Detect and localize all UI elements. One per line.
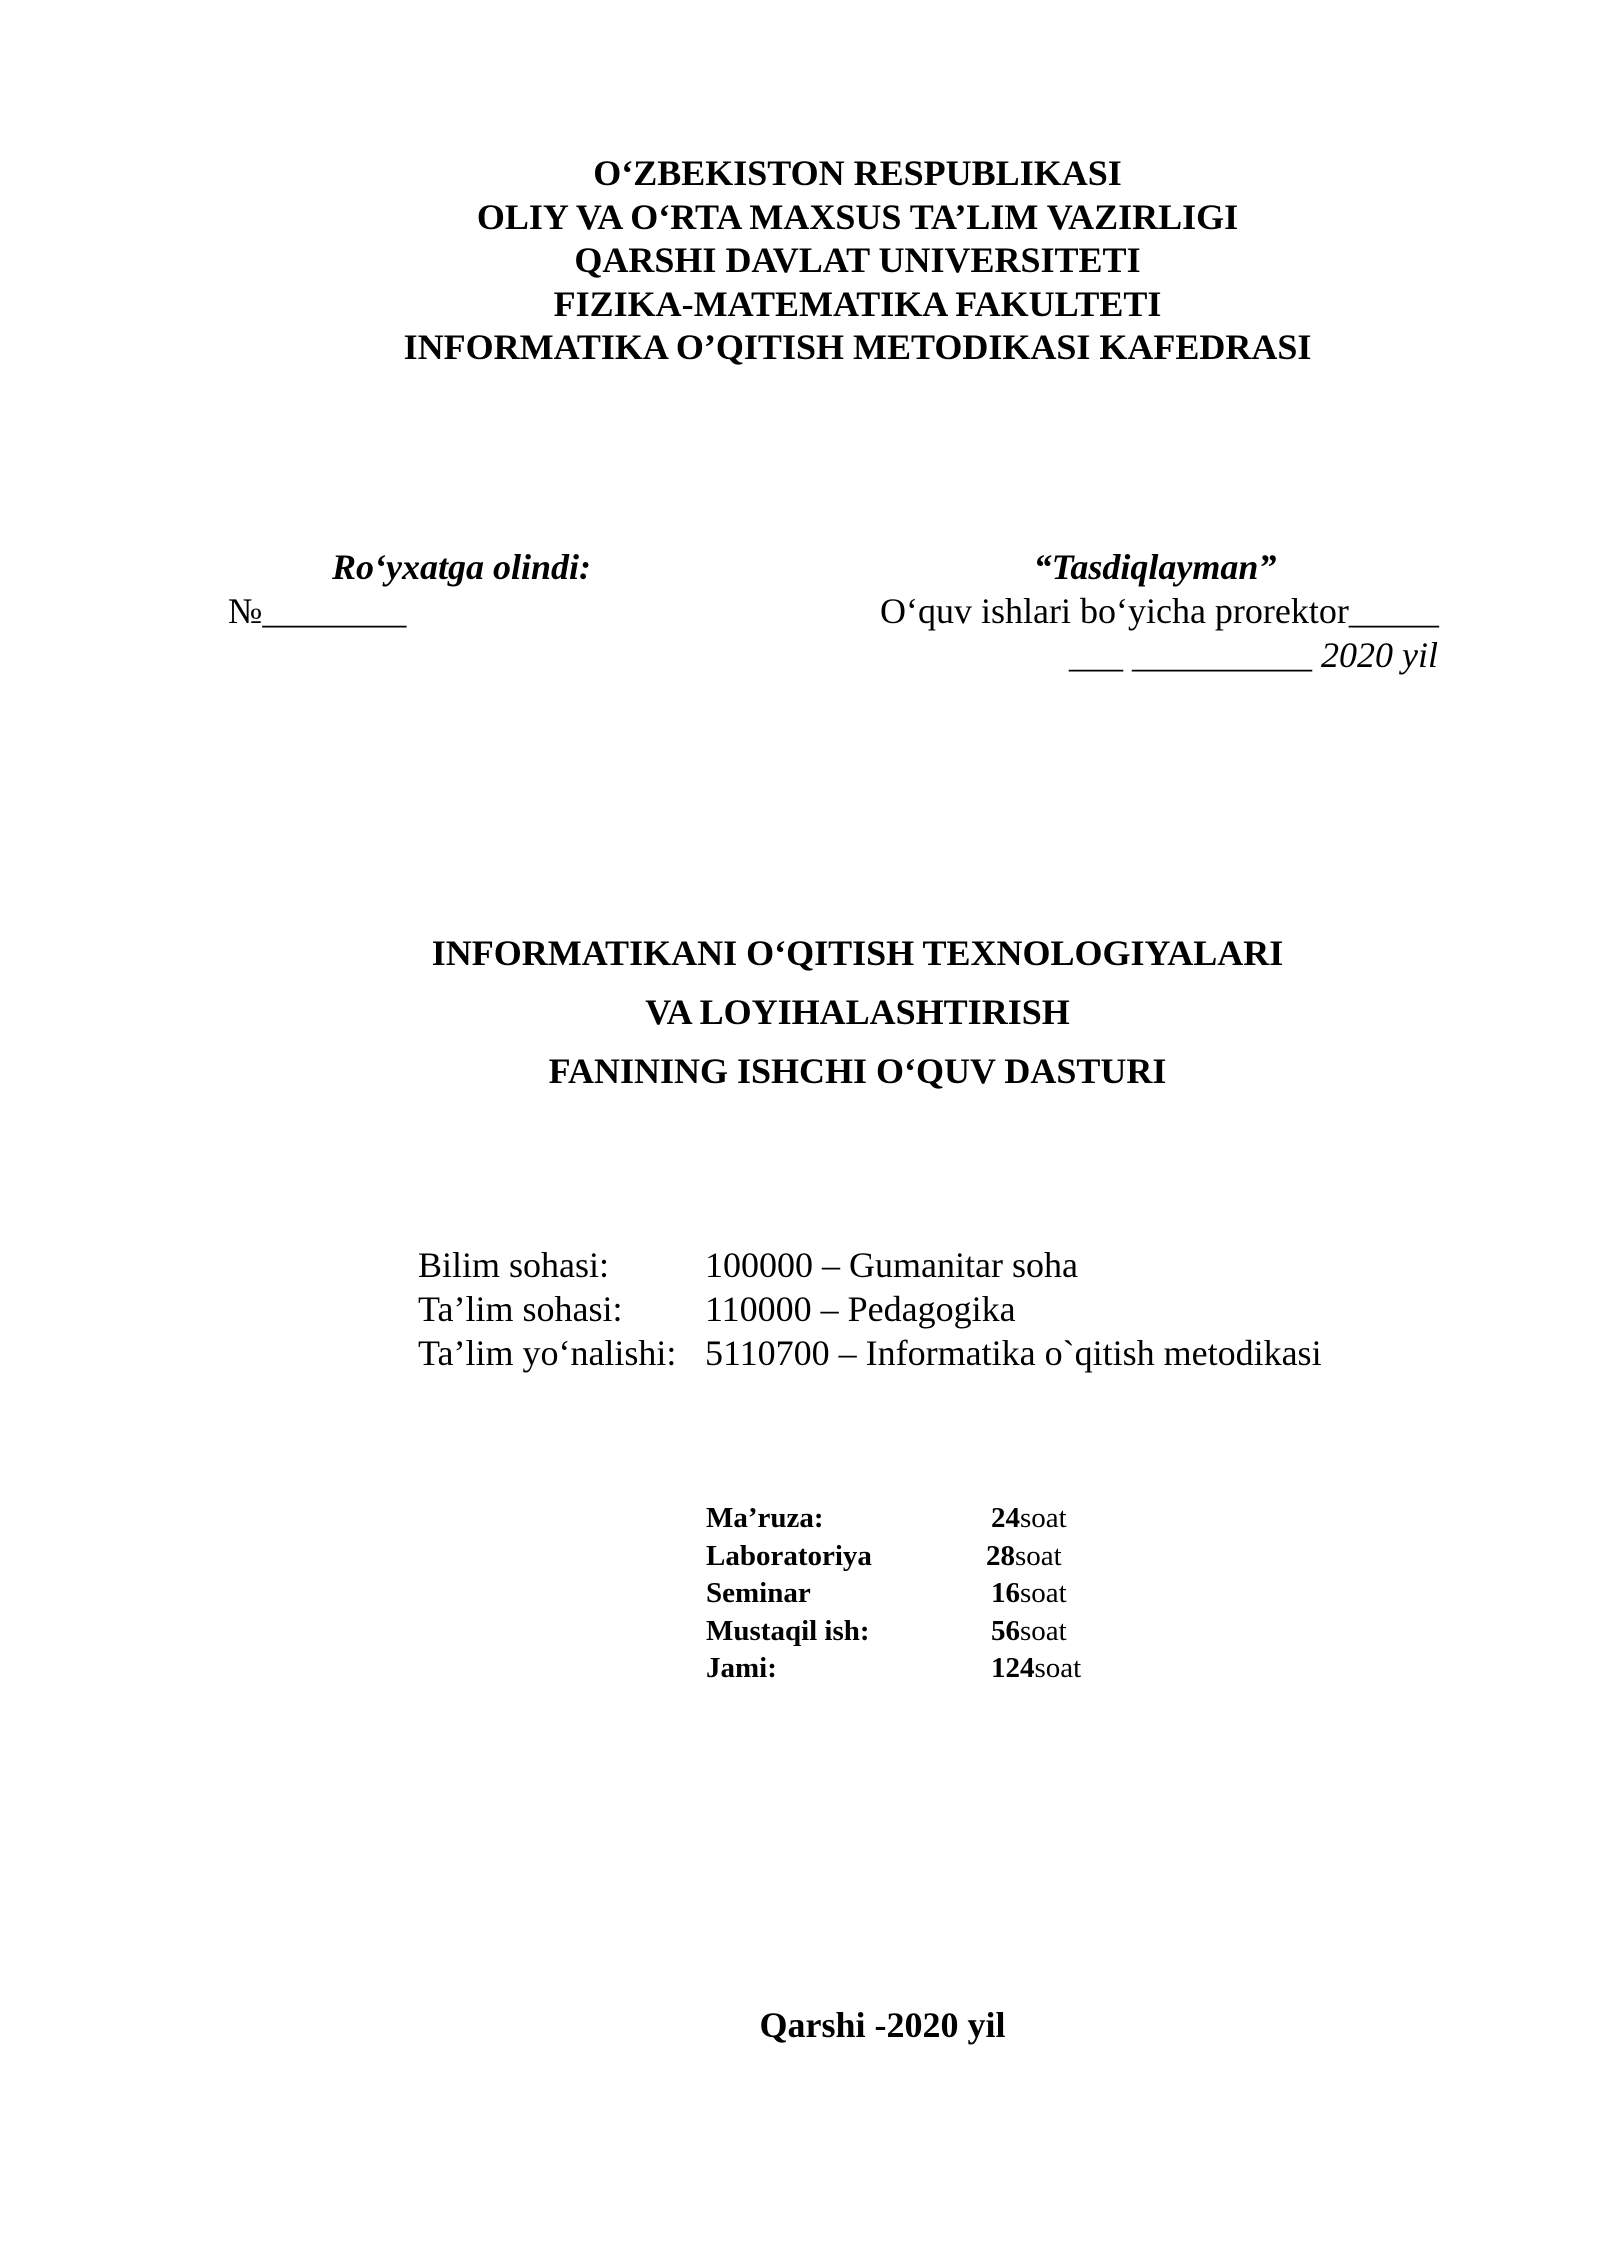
hours-table <box>706 1500 1081 1688</box>
hours-unit: soat <box>1020 1614 1067 1647</box>
registration-block <box>228 545 591 633</box>
ministry-header <box>0 152 1600 370</box>
hours-label: Mustaqil ish: <box>706 1614 870 1647</box>
hours-value: 56 <box>991 1614 1020 1647</box>
header-line: INFORMATIKA O’QITISH METODIKASI KAFEDRASI <box>403 327 1312 367</box>
approval-label: “Tasdiqlayman” <box>1033 547 1277 587</box>
info-value: 110000 – Pedagogika <box>705 1289 1016 1329</box>
hours-value: 28 <box>986 1539 1015 1572</box>
info-row <box>418 1287 1322 1331</box>
approval-year: 2020 yil <box>1321 635 1438 675</box>
prorektor-line: O‘quv ishlari bo‘yicha prorektor_____ <box>880 591 1439 631</box>
hours-label: Ma’ruza: <box>706 1502 824 1534</box>
info-value: 100000 – Gumanitar soha <box>705 1245 1078 1285</box>
title-line: VA LOYIHALASHTIRISH <box>645 992 1070 1032</box>
info-key: Bilim sohasi: <box>418 1245 610 1285</box>
hours-value: 16 <box>991 1577 1020 1609</box>
hours-unit: soat <box>1034 1652 1082 1684</box>
document-title <box>0 924 1600 1101</box>
hours-label: Jami: <box>706 1652 777 1684</box>
info-key: Ta’lim sohasi: <box>418 1289 623 1329</box>
header-line: QARSHI DAVLAT UNIVERSITETI <box>574 240 1141 280</box>
hours-row <box>706 1613 1081 1651</box>
hours-value: 124 <box>991 1652 1035 1684</box>
hours-unit: soat <box>1020 1502 1067 1534</box>
header-line: O‘ZBEKISTON RESPUBLIKASI <box>593 153 1122 193</box>
hours-unit: soat <box>1020 1577 1067 1609</box>
title-line: INFORMATIKANI O‘QITISH TEXNOLOGIYALARI <box>431 933 1284 973</box>
header-line: FIZIKA-MATEMATIKA FAKULTETI <box>553 283 1162 324</box>
registration-label: Ro‘yxatga olindi: <box>332 547 591 587</box>
info-key: Ta’lim yo‘nalishi: <box>418 1333 677 1373</box>
info-value: 5110700 – Informatika o`qitish metodikasi <box>705 1333 1322 1373</box>
hours-unit: soat <box>1015 1539 1062 1572</box>
hours-row <box>706 1650 1081 1688</box>
approval-block <box>880 545 1470 677</box>
info-row <box>418 1331 1322 1375</box>
title-line: FANINING ISHCHI O‘QUV DASTURI <box>548 1051 1167 1091</box>
approval-date <box>880 633 1470 677</box>
registration-number: №________ <box>228 591 407 631</box>
hours-row <box>706 1575 1081 1613</box>
info-row <box>418 1243 1322 1287</box>
header-line: OLIY VA O‘RTA MAXSUS TA’LIM VAZIRLIGI <box>476 196 1239 237</box>
hours-row <box>706 1500 1081 1538</box>
field-info <box>418 1243 1322 1375</box>
hours-label: Seminar <box>706 1577 811 1609</box>
hours-row <box>706 1538 1081 1576</box>
place-year: Qarshi -2020 yil <box>759 2005 1006 2045</box>
date-blank: ___ __________ <box>1069 635 1322 675</box>
hours-value: 24 <box>991 1502 1020 1534</box>
hours-label: Laboratoriya <box>706 1539 872 1572</box>
